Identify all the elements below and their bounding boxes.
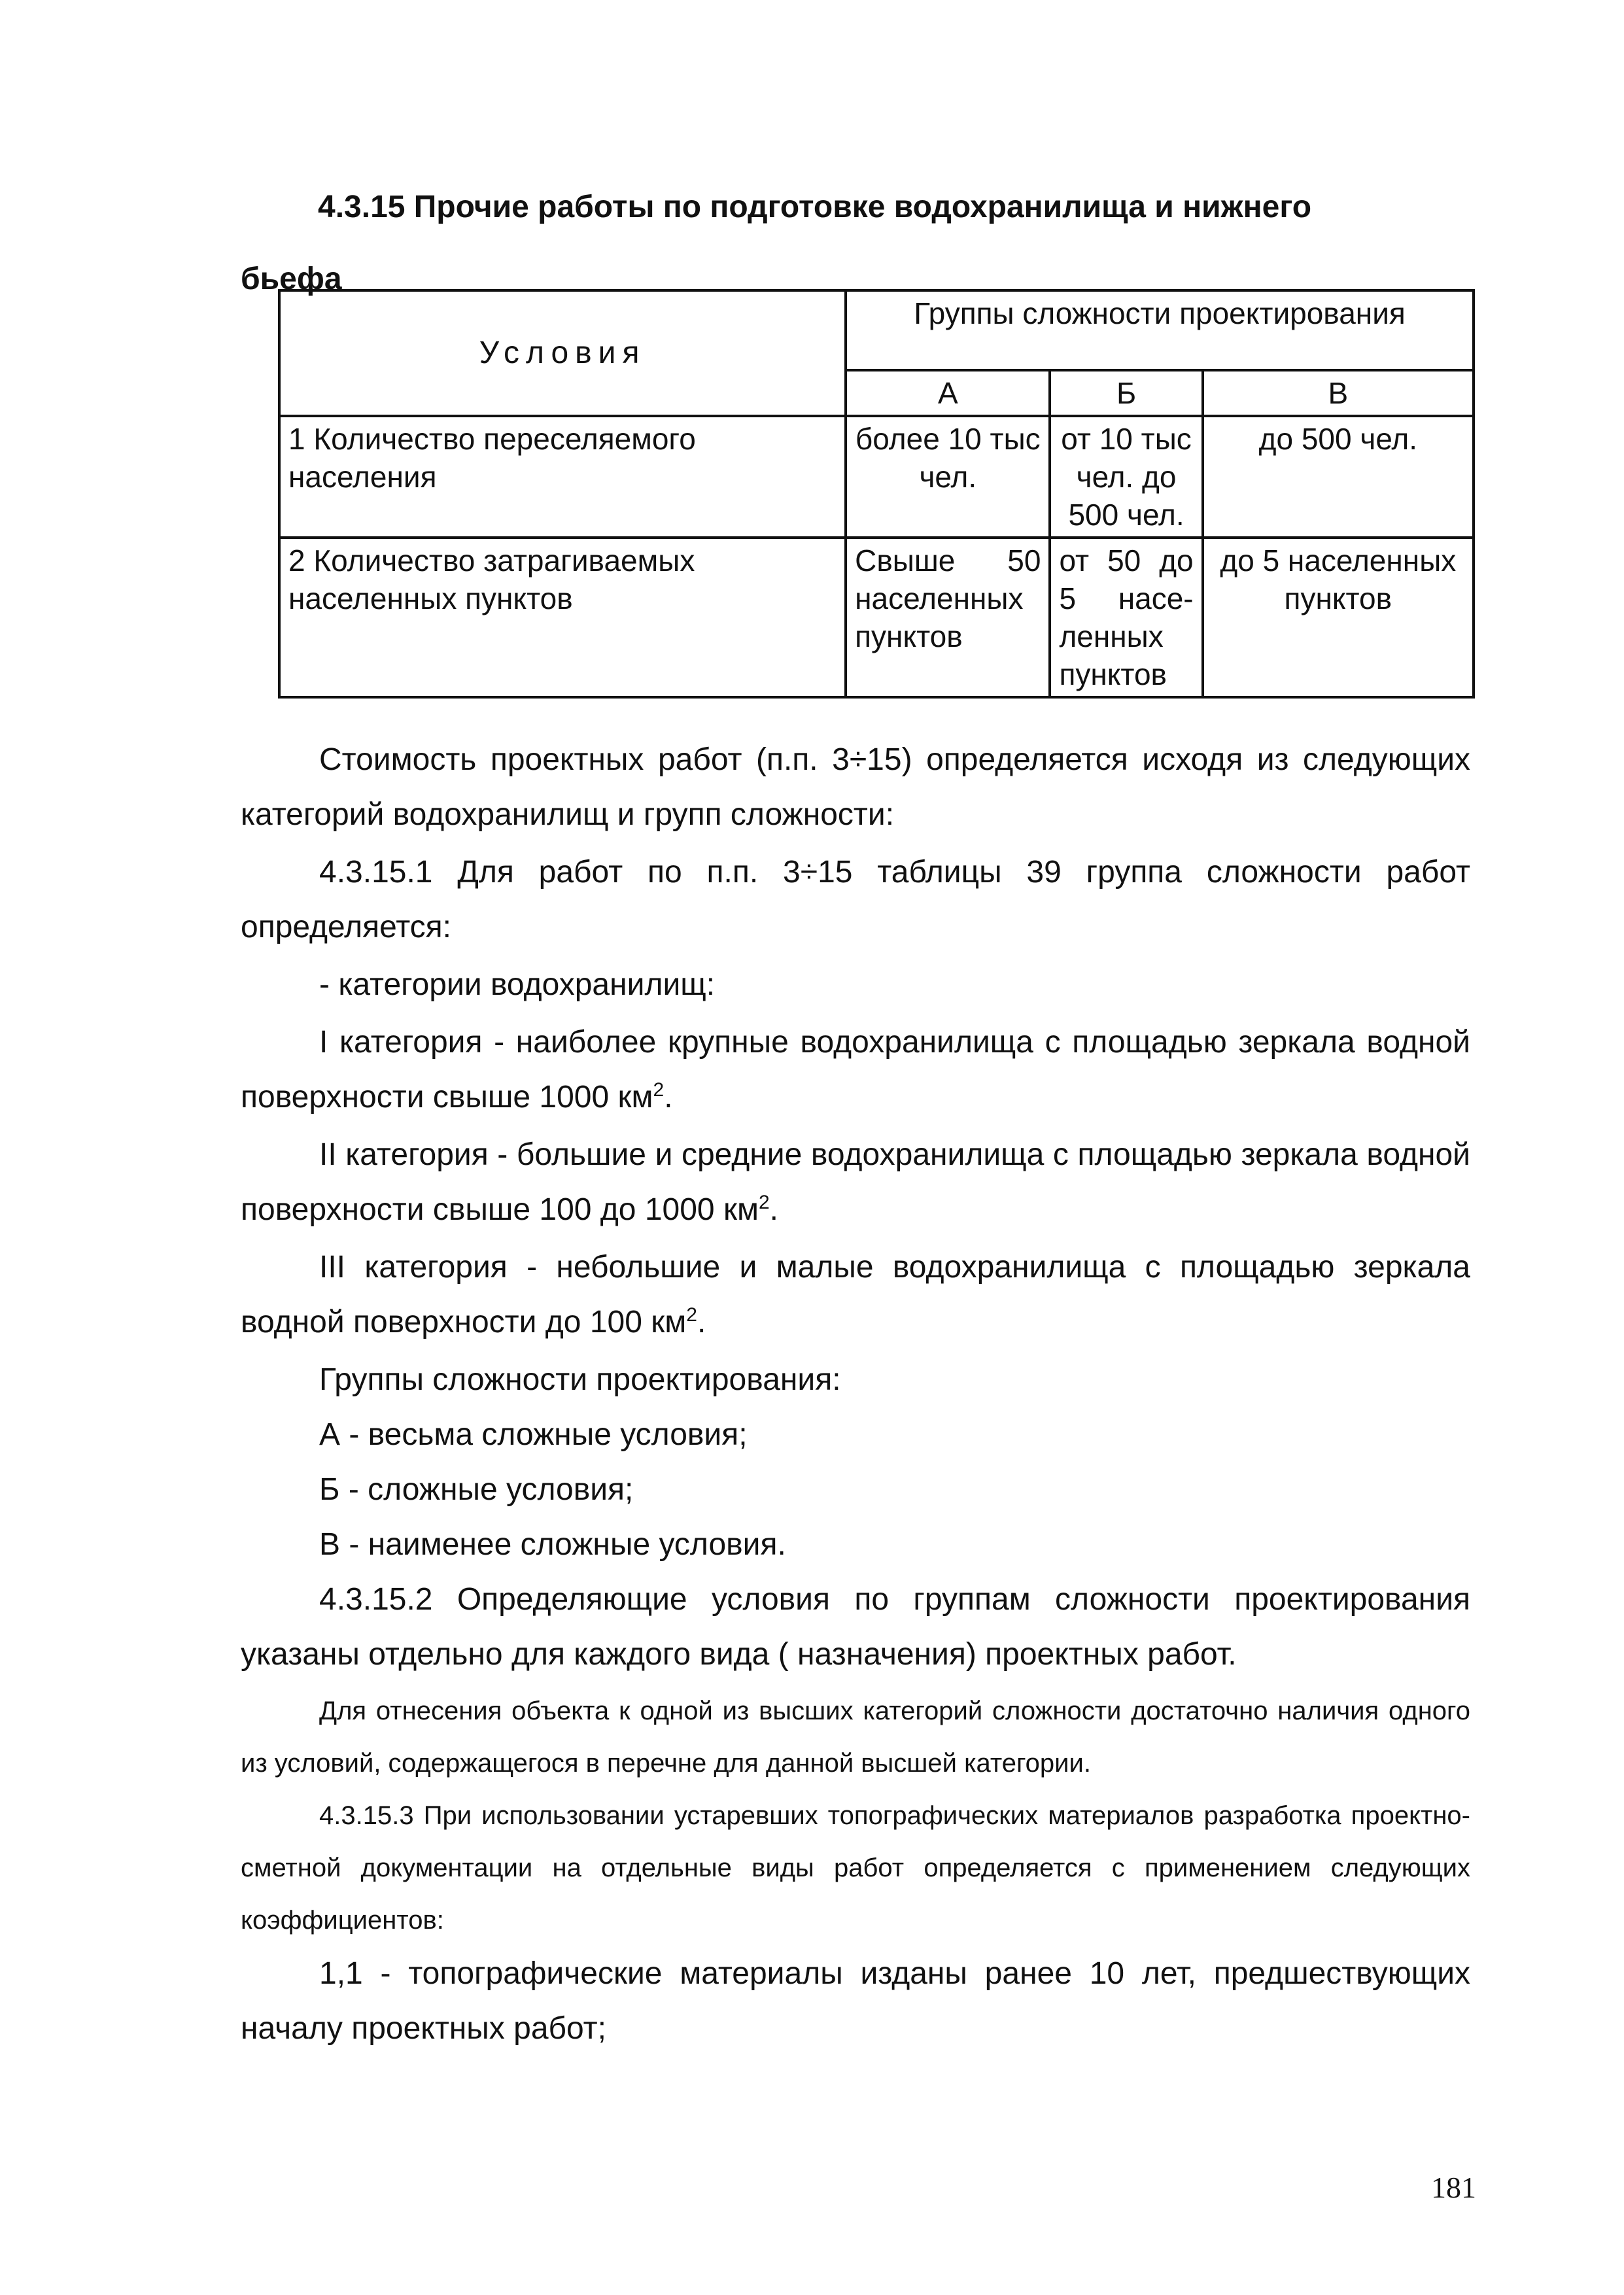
paragraph-group-v: В - наименее сложные условия.	[319, 1527, 786, 1562]
paragraph-4-3-15-1: 4.3.15.1 Для работ по п.п. 3÷15 таблицы 39 группа сложности работ определяется:	[241, 855, 1470, 944]
complexity-conditions-table	[278, 289, 1475, 699]
table-header-row	[279, 290, 1474, 370]
category-3-text: III категория - небольшие и малые водохранилища с площадью зеркала водной поверхности до 100 км	[241, 1250, 1470, 1339]
superscript-2: 2	[686, 1304, 697, 1326]
paragraph-cost-basis: Стоимость проектных работ (п.п. 3÷15) определяется исходя из следующих категорий водохранилищ и групп сложности:	[241, 742, 1470, 832]
row-condition: 1 Количество переселяемого населения	[279, 416, 846, 538]
period: .	[769, 1192, 778, 1227]
header-group-v: В	[1203, 370, 1474, 416]
row-group-b-value: от 50 до 5 насе-ленных пунктов	[1050, 538, 1202, 697]
row-group-v-value: до 5 населенных пунктов	[1203, 538, 1474, 697]
row-group-v-value: до 500 чел.	[1203, 416, 1474, 538]
section-title-line-2: бьефа	[241, 262, 342, 296]
document-body	[241, 733, 1470, 2056]
header-complexity-groups: Группы сложности проектирования	[846, 290, 1474, 370]
paragraph-groups-heading: Группы сложности проектирования:	[319, 1362, 841, 1397]
paragraph-reservoir-categories: - категории водохранилищ:	[319, 967, 716, 1002]
category-1-text: I категория - наиболее крупные водохранилища с площадью зеркала водной поверхности свыше 1000 км	[241, 1025, 1470, 1114]
paragraph-4-3-15-3: 4.3.15.3 При использовании устаревших топографических материалов разработка проектно-сметной документации на отдельные виды работ определяется с применением следующих коэффициентов:	[241, 1801, 1470, 1935]
paragraph-group-b: Б - сложные условия;	[319, 1472, 634, 1507]
paragraph-coefficient-1-1: 1,1 - топографические материалы изданы ранее 10 лет, предшествующих началу проектных работ;	[241, 1956, 1470, 2046]
paragraph-higher-category-note: Для отнесения объекта к одной из высших категорий сложности достаточно наличия одного из условий, содержащегося в перечне для данной высшей категории.	[241, 1697, 1470, 1778]
paragraph-4-3-15-2: 4.3.15.2 Определяющие условия по группам сложности проектирования указаны отдельно для каждого вида ( назначения) проектных работ.	[241, 1582, 1470, 1672]
section-title-line-1: 4.3.15 Прочие работы по подготовке водохранилища и нижнего	[318, 190, 1312, 224]
paragraph-category-2	[241, 1128, 1470, 1237]
paragraph-category-3	[241, 1240, 1470, 1350]
superscript-2: 2	[758, 1192, 770, 1213]
header-group-b: Б	[1050, 370, 1202, 416]
paragraph-category-1	[241, 1015, 1470, 1125]
table-row	[279, 416, 1474, 538]
paragraph-group-a: А - весьма сложные условия;	[319, 1417, 748, 1452]
row-group-a-value: более 10 тыс чел.	[846, 416, 1050, 538]
table-row	[279, 538, 1474, 697]
row-condition: 2 Количество затрагиваемых населенных пунктов	[279, 538, 846, 697]
period: .	[697, 1305, 706, 1339]
header-conditions: Условия	[279, 290, 846, 416]
superscript-2: 2	[653, 1079, 665, 1101]
period: .	[664, 1080, 673, 1114]
row-group-a-value: Свыше 50 населенных пунктов	[846, 538, 1050, 697]
row-group-b-value: от 10 тыс чел. до 500 чел.	[1050, 416, 1202, 538]
header-group-a: А	[846, 370, 1050, 416]
page-number: 181	[1431, 2171, 1476, 2204]
category-2-text: II категория - большие и средние водохранилища с площадью зеркала водной поверхности свыше 100 до 1000 км	[241, 1137, 1470, 1227]
